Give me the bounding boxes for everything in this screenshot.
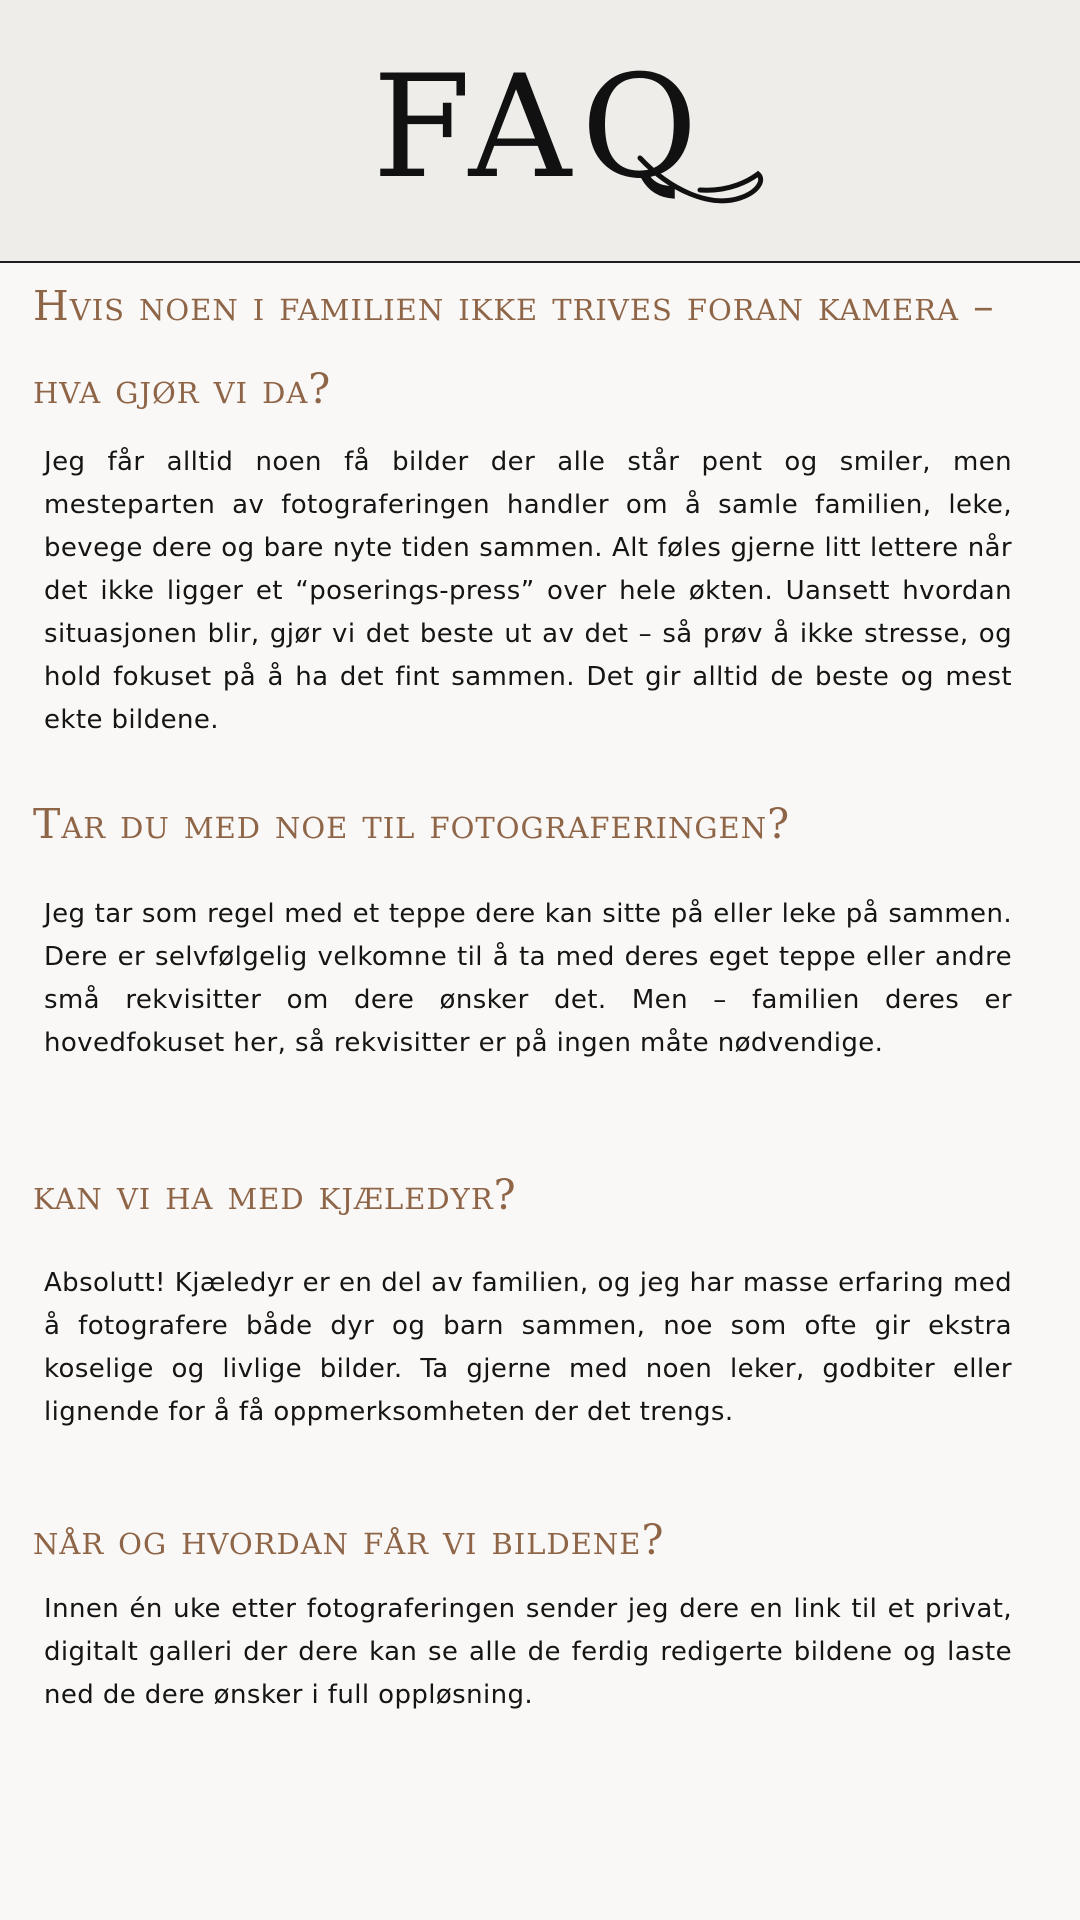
faq-answer-delivery: Innen én uke etter fotograferingen sender jeg dere en link til et privat, digitalt galleri der dere kan se alle de ferdig redigerte bildene og laste ned de dere ønsker i full oppløsning. xyxy=(44,1594,1012,1710)
faq-question-camera-shy: Hvis noen i familien ikke trives foran kamera – hva gjør vi da? xyxy=(33,282,995,413)
faq-answer-props: Jeg tar som regel med et teppe dere kan sitte på eller leke på sammen. Dere er selvfølgelig velkomne til å ta med deres eget teppe eller andre små rekvisitter om dere ønsker det. Men – familien deres er hovedfokuset her, så rekvisitter er på ingen måte nødvendige. xyxy=(44,899,1012,1058)
faq-question-pets: kan vi ha med kjæledyr? xyxy=(33,1171,517,1219)
title-swash-ornament xyxy=(600,140,770,220)
page-header xyxy=(0,0,1080,263)
page-title: FAQ xyxy=(372,45,708,210)
faq-answer-camera-shy: Jeg får alltid noen få bilder der alle står pent og smiler, men mesteparten av fotograferingen handler om å samle familien, leke, bevege dere og bare nyte tiden sammen. Alt føles gjerne litt lettere når det ikke ligger et “poserings-press” over hele økten. Uansett hvordan situasjonen blir, gjør vi det beste ut av det – så prøv å ikke stresse, og hold fokuset på å ha det fint sammen. Det gir alltid de beste og mest ekte bildene. xyxy=(44,447,1012,735)
faq-answer-pets: Absolutt! Kjæledyr er en del av familien, og jeg har masse erfaring med å fotografere både dyr og barn sammen, noe som ofte gir ekstra koselige og livlige bilder. Ta gjerne med noen leker, godbiter eller lignende for å få oppmerksomheten der det trengs. xyxy=(44,1268,1012,1427)
faq-question-delivery: når og hvordan får vi bildene? xyxy=(33,1516,665,1564)
faq-question-props: Tar du med noe til fotograferingen? xyxy=(33,800,791,848)
